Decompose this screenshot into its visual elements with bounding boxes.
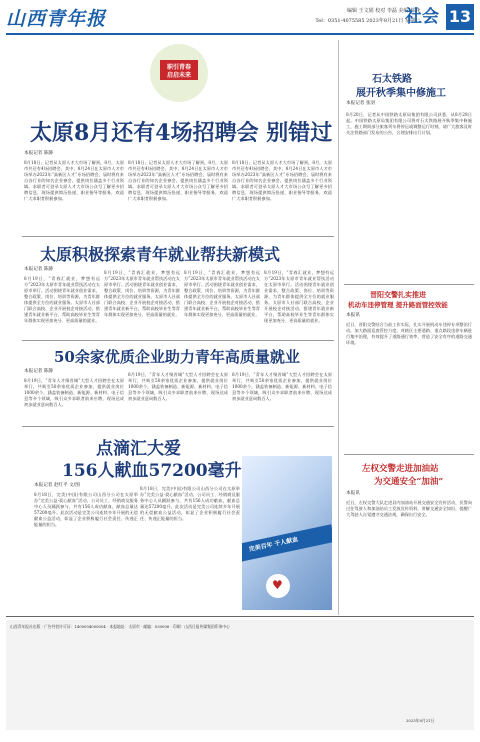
divider: [344, 454, 474, 455]
story4-body-col1: 8月18日，完美(中国)有限公司山西分公司在太原举办“完美公益·爱心献血”活动，公司员工、经销商及服务中心人员踊跃参与，共有156人成功献血，献血总量达57200毫升。此次活动是完美公司连续多年开展的无偿献血公益活动，彰显了企业积极履行社会责任、传递正能量的担当。: [34, 492, 138, 527]
main-body-col2: 8月18日，记者从太原人才大市场了解到，8月，太原市共还有4场招聘会，其中，8月24日在太原市人才市场举办2023年“高新区人才”专场招聘会，届时将有来自各行业的知名企业参会，提供岗位涵盖多个行业领域。求职者可登录太原人才大市场公众号了解更多招聘信息，现场提供简历投递、职业指导等服务，欢迎广大求职者积极参加。: [128, 160, 228, 201]
right-story3-byline: 本报讯: [346, 491, 360, 496]
header-contact: Tel：0351-4075585 2023年8月21日 星期一: [315, 18, 420, 24]
main-headline: 太原8月还有4场招聘会 别错过: [30, 120, 333, 146]
right-story2-headline-2: 机动车违停管理 提升路面管控效能: [348, 301, 448, 309]
section-title: 社会: [405, 7, 439, 27]
right-story1-headline-2: 展开秋季集中修施工: [356, 88, 446, 99]
footer-block: [6, 620, 474, 730]
right-story3-body: 近日，左权交警大队走进县内加油站开展交通安全宣传活动，民警向过往驾驶人和加油站员工发放宣传资料，讲解交通安全知识，提醒广大驾驶人自觉遵守交通法规，确保出行安全。: [346, 500, 472, 517]
story2-headline: 太原积极探索青年就业帮扶新模式: [40, 245, 281, 264]
right-story1-byline: 本报记者 张羽: [346, 101, 376, 106]
story3-body-col1: 8月19日，“青年人才聚晋城”大型人才招聘会在太原举行，共吸引50余家优质企业参加，提供就业岗位1000余个，涵盖装备制造、新能源、新材料、电子信息等多个领域，吸引众多求职者前来应聘，现场达成初步就业意向数百人。: [24, 378, 124, 407]
story2-body-col1: 8月19日，“青春汇就业，梦想有远方”2023年太原市青年就业帮扶活动在太原市举行。活动围绕青年就业创业需求，整合政策、岗位、培训等资源，为青年群体提供全方位的就业服务。太原市人社部门联合高校、企业开展校企对接活动，搭建青年就业新平台，帮助高校毕业生等青年群体实现更加充分、更高质量的就业。: [24, 276, 100, 323]
divider: [22, 426, 334, 427]
footer-rule: [6, 616, 474, 617]
divider: [22, 236, 334, 237]
story4-byline: 本报记者 赵红平 文/图: [34, 483, 80, 488]
header-info: 编辑 王文娟 校对 李磊 美编 郝峰: [347, 8, 420, 14]
main-body-col3: 8月18日，记者从太原人才大市场了解到，8月，太原市共还有4场招聘会，其中，8月24日在太原市人才市场举办2023年“高新区人才”专场招聘会，届时将有来自各行业的知名企业参会，提供岗位涵盖多个行业领域。求职者可登录太原人才大市场公众号了解更多招聘信息，现场提供简历投递、职业指导等服务，欢迎广大求职者积极参加。: [232, 160, 332, 201]
main-body-col1: 8月18日，记者从太原人才大市场了解到，8月，太原市共还有4场招聘会，其中，8月24日在太原市人才市场举办2023年“高新区人才”专场招聘会，届时将有来自各行业的知名企业参会，提供岗位涵盖多个行业领域。求职者可登录太原人才大市场公众号了解更多招聘信息，现场提供简历投递、职业指导等服务，欢迎广大求职者积极参加。: [24, 160, 124, 201]
footer-date: 2023年8月21日: [406, 718, 435, 723]
story2-body-col4: 8月19日，“青春汇就业，梦想有远方”2023年太原市青年就业帮扶活动在太原市举行。活动围绕青年就业创业需求，整合政策、岗位、培训等资源，为青年群体提供全方位的就业服务。太原市人社部门联合高校、企业开展校企对接活动，搭建青年就业新平台，帮助高校毕业生等青年群体实现更加充分、更高质量的就业。: [264, 270, 334, 323]
story4-body-col2: 8月18日，完美(中国)有限公司山西分公司在太原举办“完美公益·爱心献血”活动，公司员工、经销商及服务中心人员踊跃参与，共有156人成功献血，献血总量达57200毫升。此次活动是完美公司连续多年开展的无偿献血公益活动，彰显了企业积极履行社会责任、传递正能量的担当。: [140, 486, 240, 521]
main-byline: 本报记者 陈静: [24, 151, 54, 156]
divider: [344, 284, 474, 285]
blood-donation-photo: [242, 456, 332, 610]
right-story3-headline-1: 左权交警走进加油站: [362, 464, 439, 474]
right-story1-headline-1: 石太铁路: [372, 74, 412, 85]
story4-headline-2: 156人献血57200毫升: [62, 461, 242, 481]
heart-icon: ♥: [272, 578, 283, 592]
right-story2-byline: 本报讯: [346, 313, 360, 318]
header-rule: [6, 33, 474, 35]
story3-headline: 50余家优质企业助力青年高质量就业: [54, 348, 300, 366]
logo-text-1: 职引青春: [166, 64, 191, 71]
logo-text-2: 启启未来: [166, 72, 191, 79]
photo-banner-text: 完美百年 千人献血: [248, 535, 299, 554]
divider: [22, 340, 334, 341]
story3-body-col2: 8月19日，“青年人才聚晋城”大型人才招聘会在太原举行，共吸引50余家优质企业参加，提供就业岗位1000余个，涵盖装备制造、新能源、新材料、电子信息等多个领域，吸引众多求职者前来应聘，现场达成初步就业意向数百人。: [128, 372, 228, 401]
story2-body-col2: 8月19日，“青春汇就业，梦想有远方”2023年太原市青年就业帮扶活动在太原市举行。活动围绕青年就业创业需求，整合政策、岗位、培训等资源，为青年群体提供全方位的就业服务。太原市人社部门联合高校、企业开展校企对接活动，搭建青年就业新平台，帮助高校毕业生等青年群体实现更加充分、更高质量的就业。: [104, 270, 180, 317]
story3-body-col3: 8月19日，“青年人才聚晋城”大型人才招聘会在太原举行，共吸引50余家优质企业参加，提供就业岗位1000余个，涵盖装备制造、新能源、新材料、电子信息等多个领域，吸引众多求职者前来应聘，现场达成初步就业意向数百人。: [232, 372, 332, 401]
page-number: 13: [446, 4, 474, 30]
right-story2-body: 近日，晋阳交警结合当前工作实际，扎实开展机动车违停专项整治行动，加大路面巡查管控力度，对辖区主要道路、重点路段违停车辆进行集中治理，有效提升了道路通行效率，营造了安全有序的道路交通环境。: [346, 322, 472, 345]
column-rule: [338, 40, 339, 615]
story4-headline-1: 点滴汇大爱: [96, 439, 181, 459]
right-story3-headline-2: 为交通安全“加油”: [374, 477, 444, 487]
story2-body-col3: 8月19日，“青春汇就业，梦想有远方”2023年太原市青年就业帮扶活动在太原市举行。活动围绕青年就业创业需求，整合政策、岗位、培训等资源，为青年群体提供全方位的就业服务。太原市人社部门联合高校、企业开展校企对接活动，搭建青年就业新平台，帮助高校毕业生等青年群体实现更加充分、更高质量的就业。: [184, 270, 260, 317]
story2-byline: 本报记者 陈静: [24, 267, 54, 272]
right-story1-body: 8月20日，记者从中国铁路太原局集团有限公司获悉，从8月28日起，中国铁路太原局集团有限公司将对石太铁路展开秋季集中修施工，施工期间部分旅客列车将停运或调整运行时刻，请广大旅客及时关注铁路部门发布的公告，合理安排出行计划。: [346, 112, 472, 135]
masthead: 山西青年报: [6, 8, 107, 30]
story3-byline: 本报记者 陈静: [24, 369, 54, 374]
right-story2-headline-1: 晋阳交警扎实推进: [370, 290, 426, 299]
footer-note: 山西青年报社出版 · 广告经营许可证：1400004000004 · 本报地址：太原市 · 邮编：030006 · 印刷：山西日报传媒集团印务中心: [10, 624, 230, 629]
